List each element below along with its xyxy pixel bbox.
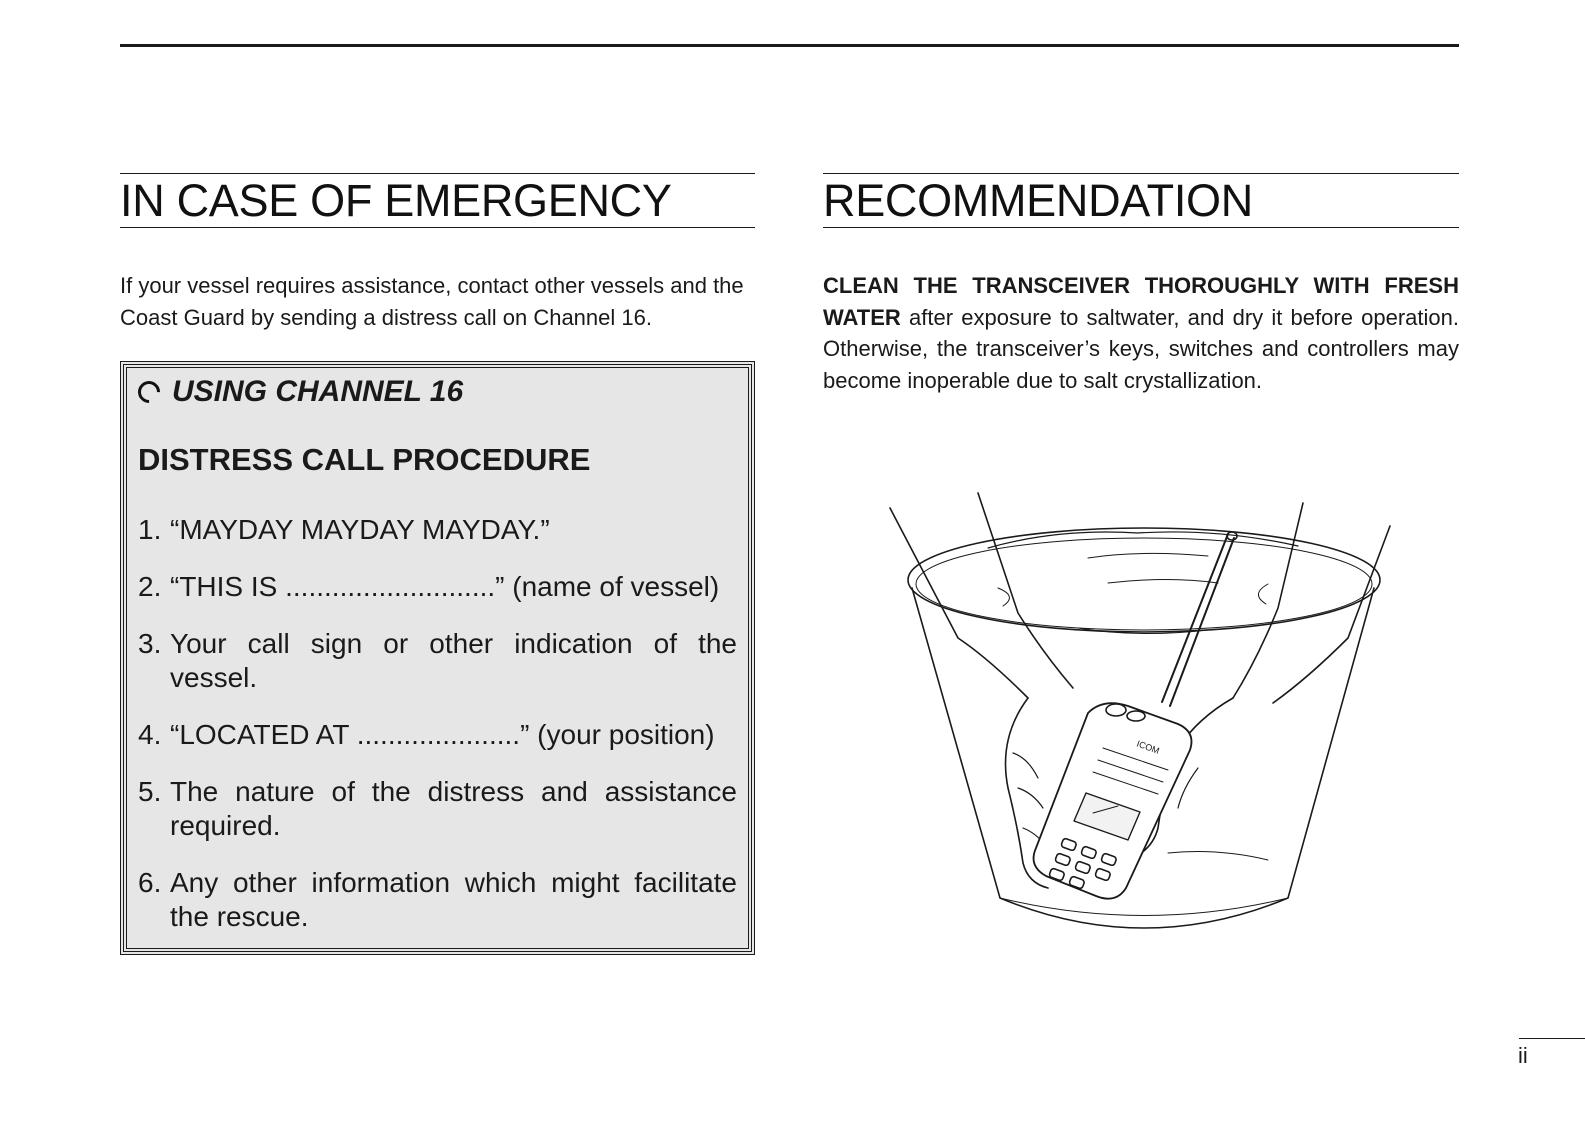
ring-bullet-icon	[133, 376, 164, 407]
bucket-rim-inner	[916, 538, 1372, 630]
distress-steps	[138, 513, 737, 934]
step-text: “LOCATED AT .....................” (your position)	[170, 719, 715, 750]
top-rule	[120, 44, 1459, 47]
channel16-box	[120, 361, 755, 955]
step-item	[138, 866, 737, 934]
left-finger	[1013, 753, 1038, 778]
step-item	[138, 718, 737, 752]
water-ripple	[1168, 852, 1268, 860]
step-item	[138, 775, 737, 843]
right-finger	[1178, 768, 1198, 808]
emergency-heading: IN CASE OF EMERGENCY	[120, 175, 672, 226]
step-text: “THIS IS ...........................” (name of vessel)	[170, 571, 720, 602]
step-number: 1.	[138, 514, 162, 545]
water-ripple	[998, 588, 1009, 606]
hands-washing-radio-in-bucket-illustration	[878, 488, 1398, 958]
step-text: The nature of the distress and assistance required.	[170, 776, 737, 841]
step-number: 5.	[138, 776, 162, 807]
box-title-text: USING CHANNEL 16	[172, 375, 464, 408]
step-item	[138, 513, 737, 547]
recommendation-section	[823, 173, 1459, 396]
page-number: ii	[1518, 1043, 1528, 1068]
left-arm-inner	[978, 493, 1073, 688]
radio-brand-logo: ICOM	[1135, 738, 1161, 756]
recommendation-heading: RECOMMENDATION	[823, 175, 1253, 226]
water-ripple	[1258, 584, 1268, 604]
left-finger	[1018, 788, 1043, 808]
box-subtitle: DISTRESS CALL PROCEDURE	[138, 442, 591, 477]
radio-antenna	[1170, 538, 1234, 706]
emergency-heading-bar	[120, 173, 755, 228]
step-number: 3.	[138, 628, 162, 659]
box-title	[138, 373, 737, 411]
recommendation-paragraph	[823, 270, 1459, 396]
step-item	[138, 627, 737, 695]
step-number: 6.	[138, 867, 162, 898]
emergency-intro: If your vessel requires assistance, contact other vessels and the Coast Guard by sending a distress call on Channel 16.	[120, 273, 744, 330]
step-text: Any other information which might facilitate the rescue.	[170, 867, 737, 932]
step-number: 4.	[138, 719, 162, 750]
recommendation-heading-bar	[823, 173, 1459, 228]
recommendation-bold-lead: CLEAN THE TRANSCEIVER THOROUGHLY WITH FRESH WATER	[823, 273, 1459, 330]
step-item	[138, 570, 737, 604]
step-text: “MAYDAY MAYDAY MAYDAY.”	[170, 514, 550, 545]
emergency-section	[120, 173, 755, 932]
page-number-rule	[1519, 1038, 1585, 1039]
radio-antenna	[1162, 534, 1228, 702]
water-ripple	[1108, 580, 1218, 584]
step-number: 2.	[138, 571, 162, 602]
water-ripple	[1088, 553, 1208, 558]
recommendation-body: after exposure to saltwater, and dry it before operation. Otherwise, the transceiver’s keys, switches and controllers may become inoperable due to salt crystallization.	[823, 304, 1459, 393]
step-text: Your call sign or other indication of the vessel.	[170, 628, 737, 693]
